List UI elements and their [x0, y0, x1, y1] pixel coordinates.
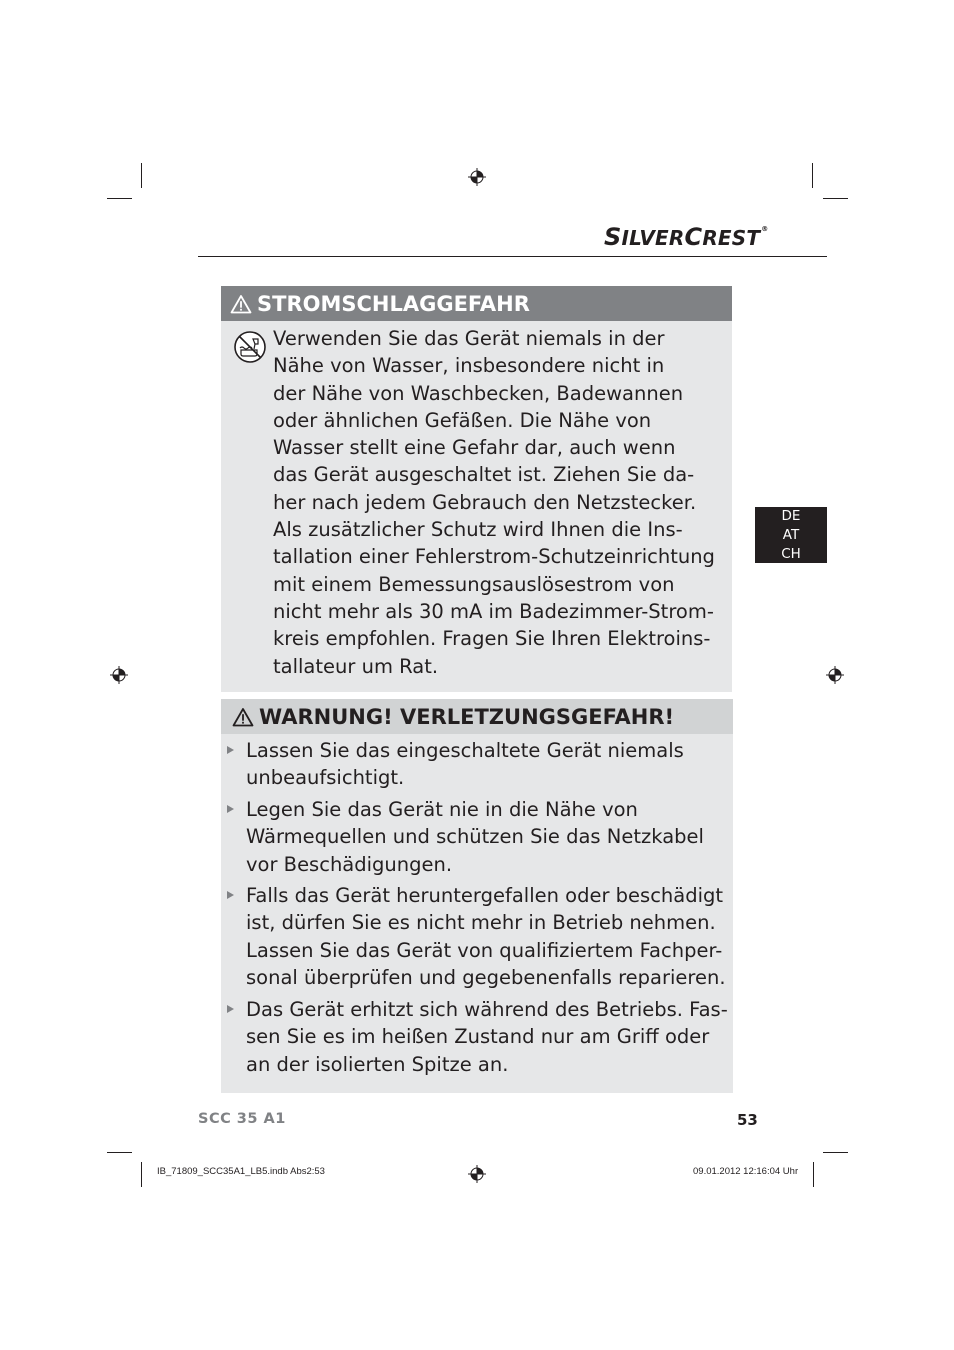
- injury-warning-box: [221, 699, 733, 1093]
- bullet-arrow-icon: [227, 891, 234, 899]
- text-line: Legen Sie das Gerät nie in die Nähe von: [246, 798, 638, 821]
- text-line: Wärmequellen und schützen Sie das Netzkabel: [246, 825, 704, 849]
- text-line: mit einem Bemessungsauslösestrom von: [273, 572, 675, 596]
- text-line: her nach jedem Gebrauch den Netzstecker.: [273, 490, 697, 514]
- electric-shock-text: [273, 325, 729, 680]
- text-line: nicht mehr als 30 mA im Badezimmer-Strom-: [273, 599, 714, 623]
- text-line: unbeaufsichtigt.: [246, 766, 405, 790]
- text-line: Als zusätzlicher Schutz wird Ihnen die Ins-: [273, 518, 683, 542]
- bullet-arrow-icon: [227, 746, 234, 754]
- electric-shock-warning-box: [221, 286, 732, 692]
- registration-mark-icon: [110, 666, 128, 684]
- model-number: SCC 35 A1: [198, 1111, 286, 1127]
- bullet-item: [246, 996, 730, 1078]
- brand-logo: SILVERCREST®: [604, 223, 769, 251]
- text-line: Wasser stellt eine Gefahr dar, auch wenn: [273, 436, 676, 460]
- crop-mark: [141, 163, 142, 188]
- warning-triangle-icon: [230, 294, 252, 314]
- crop-mark: [813, 1162, 814, 1187]
- crop-mark: [823, 198, 848, 199]
- bullet-arrow-icon: [227, 1005, 234, 1013]
- text-line: tallateur um Rat.: [273, 654, 439, 678]
- text-line: der Nähe von Waschbecken, Badewannen: [273, 381, 684, 405]
- language-tab: [755, 507, 827, 563]
- text-line: Das Gerät erhitzt sich während des Betriebs. Fas-: [246, 998, 728, 1021]
- text-line: das Gerät ausgeschaltet ist. Ziehen Sie da-: [273, 463, 695, 487]
- text-line: tallation einer Fehlerstrom-Schutzeinrichtung: [273, 545, 715, 569]
- text-line: sonal überprüfen und gegebenenfalls reparieren.: [246, 965, 726, 989]
- electric-shock-title: STROMSCHLAGGEFAHR: [257, 291, 530, 316]
- lang-at: AT: [782, 527, 800, 543]
- lang-ch: CH: [781, 546, 801, 562]
- crop-mark: [812, 163, 813, 188]
- registration-mark-icon: [468, 168, 486, 186]
- bullet-item: [246, 796, 730, 878]
- lang-de: DE: [781, 508, 801, 524]
- header-rule: [198, 256, 827, 257]
- bullet-arrow-icon: [227, 805, 234, 813]
- registration-mark-icon: [826, 666, 844, 684]
- electric-shock-title-bar: [221, 286, 732, 321]
- no-water-near-appliance-icon: [233, 330, 267, 364]
- bullet-item: [246, 882, 730, 991]
- page-number: 53: [737, 1111, 758, 1129]
- registration-mark-icon: [468, 1165, 486, 1183]
- injury-title: WARNUNG! VERLETZUNGSGEFAHR!: [259, 704, 675, 729]
- text-line: an der isolierten Spitze an.: [246, 1052, 509, 1076]
- text-line: kreis empfohlen. Fragen Sie Ihren Elektroins-: [273, 627, 711, 651]
- bullet-item: [246, 737, 730, 792]
- text-line: Nähe von Wasser, insbesondere nicht in: [273, 354, 665, 378]
- text-line: Lassen Sie das eingeschaltete Gerät niemals: [246, 739, 684, 762]
- text-line: ist, dürfen Sie es nicht mehr in Betrieb nehmen.: [246, 911, 716, 935]
- text-line: Lassen Sie das Gerät von qualifiziertem Fachper-: [246, 938, 723, 962]
- text-line: vor Beschädigungen.: [246, 852, 453, 876]
- print-slug-right: 09.01.2012 12:16:04 Uhr: [693, 1166, 799, 1177]
- crop-mark: [107, 1152, 132, 1153]
- text-line: sen Sie es im heißen Zustand nur am Griff oder: [246, 1025, 710, 1049]
- print-slug-left: IB_71809_SCC35A1_LB5.indb Abs2:53: [157, 1166, 325, 1177]
- crop-mark: [823, 1152, 848, 1153]
- injury-title-bar: [221, 699, 733, 734]
- crop-mark: [107, 198, 132, 199]
- text-line: oder ähnlichen Gefäßen. Die Nähe von: [273, 408, 652, 432]
- text-line: Verwenden Sie das Gerät niemals in der: [273, 327, 665, 350]
- text-line: Falls das Gerät heruntergefallen oder beschädigt: [246, 884, 724, 907]
- crop-mark: [141, 1162, 142, 1187]
- warning-triangle-icon: [232, 707, 254, 727]
